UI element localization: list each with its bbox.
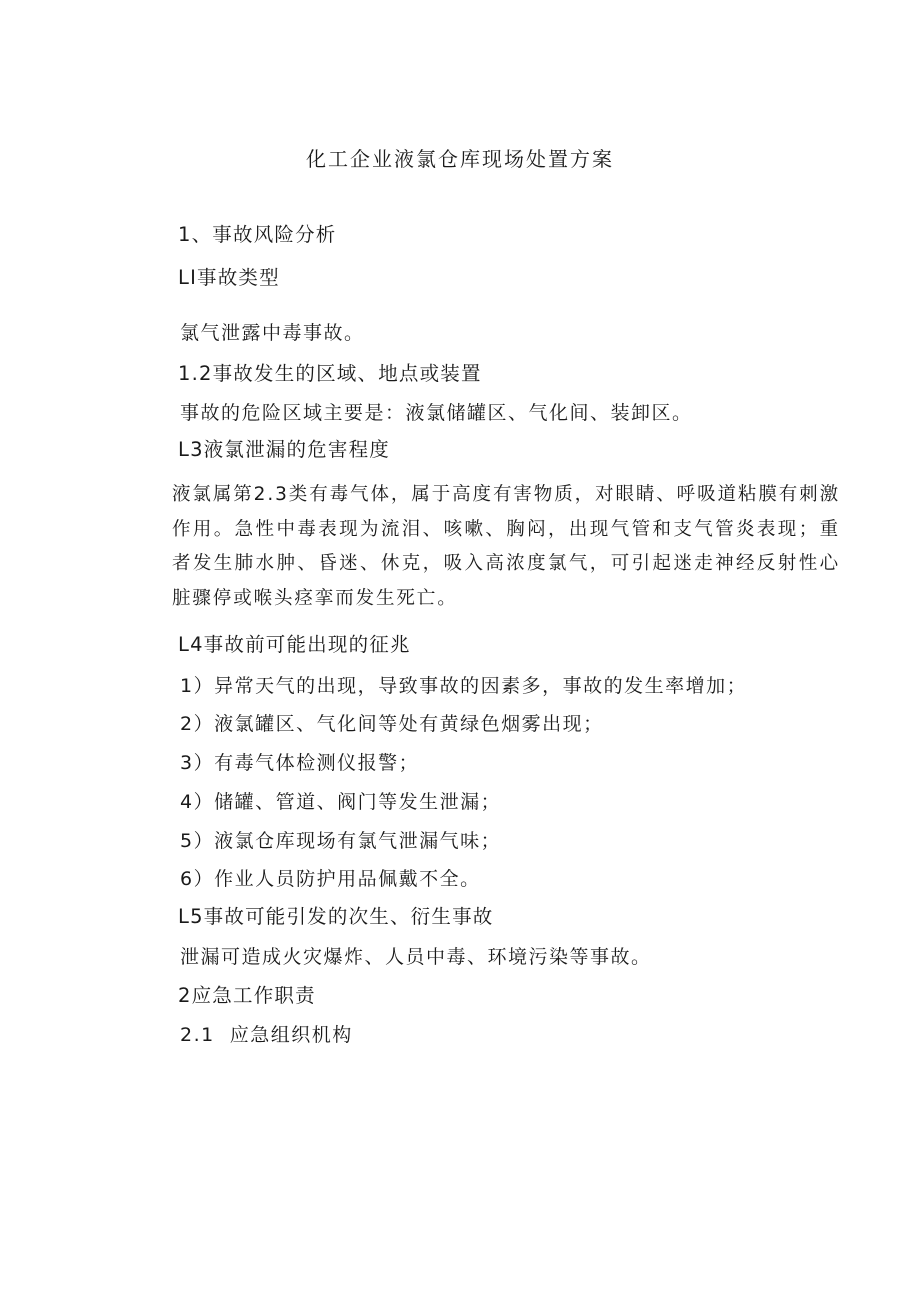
section-1-1-heading: LI事故类型 [178, 266, 280, 289]
document-title: 化工企业液氯仓库现场处置方案 [306, 147, 614, 171]
section-2-heading: 2应急工作职责 [178, 984, 316, 1007]
section-1-2-text: 事故的危险区域主要是：液氯储罐区、气化间、装卸区。 [180, 402, 693, 424]
section-1-heading: 1、事故风险分析 [178, 223, 337, 246]
list-item: 1）异常天气的出现，导致事故的因素多，事故的发生率增加； [180, 675, 748, 697]
section-1-3-paragraph: 液氯属第2.3类有毒气体，属于高度有害物质，对眼睛、呼吸道粘膜有刺激作用。急性中毒表现为流泪、咳嗽、胸闷，出现气管和支气管炎表现；重者发生肺水肿、昏迷、休克，吸入高浓度氯气，可引起迷走神经反射性心脏骤停或喉头痉挛而发生死亡。 [172, 484, 840, 609]
list-item: 2）液氯罐区、气化间等处有黄绿色烟雾出现； [180, 713, 604, 735]
section-2-1-heading: 2.1 应急组织机构 [180, 1024, 353, 1046]
list-item: 6）作业人员防护用品佩戴不全。 [180, 868, 481, 890]
section-1-5-text: 泄漏可造成火灾爆炸、人员中毒、环境污染等事故。 [180, 946, 652, 968]
section-1-5-heading: L5事故可能引发的次生、衍生事故 [178, 905, 494, 928]
list-item: 4）储罐、管道、阀门等发生泄漏； [180, 791, 502, 813]
list-item: 5）液氯仓库现场有氯气泄漏气味； [180, 830, 502, 852]
section-1-3-heading: L3液氯泄漏的危害程度 [178, 438, 390, 461]
section-1-1-text: 氯气泄露中毒事故。 [180, 322, 365, 344]
list-item: 3）有毒气体检测仪报警； [180, 752, 420, 774]
section-1-2-heading: 1.2事故发生的区域、地点或装置 [178, 362, 482, 385]
section-1-4-heading: L4事故前可能出现的征兆 [178, 633, 411, 656]
